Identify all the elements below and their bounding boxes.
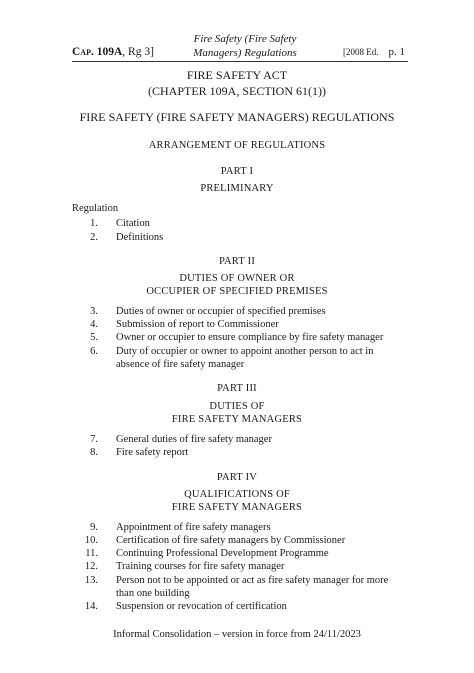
cap-label: Cap. 109A [72, 46, 123, 58]
item-title: Continuing Professional Development Programme [116, 548, 329, 559]
header-rule [72, 61, 408, 62]
consolidation-footer: Informal Consolidation – version in force from 24/11/2023 [113, 629, 361, 640]
item-title: General duties of fire safety manager [116, 434, 272, 445]
item-number: 6. [90, 346, 98, 357]
item-number: 10. [84, 535, 98, 546]
part-1-label: PART I [220, 166, 254, 177]
part-3-title-line-1: DUTIES OF [209, 401, 265, 412]
item-title: Certification of fire safety managers by Commissioner [116, 535, 346, 546]
item-number: 4. [90, 319, 98, 330]
part-3-label: PART III [217, 383, 257, 394]
item-title: Owner or occupier to ensure compliance by fire safety manager [116, 332, 384, 343]
part-1-title: PRELIMINARY [200, 183, 274, 194]
act-chapter-section: (CHAPTER 109A, SECTION 61(1)) [148, 84, 326, 98]
item-title-line-1: Duty of occupier or owner to appoint another person to act in [116, 346, 374, 357]
item-number: 2. [90, 232, 98, 243]
item-title-line-2: absence of fire safety manager [116, 359, 245, 370]
item-title-line-2: than one building [116, 588, 190, 599]
part-4-title-line-1: QUALIFICATIONS OF [184, 489, 290, 500]
item-number: 7. [90, 434, 98, 445]
item-number: 5. [90, 332, 98, 343]
item-title: Fire safety report [116, 447, 189, 458]
act-title: FIRE SAFETY ACT [186, 68, 288, 82]
item-number: 1. [90, 218, 98, 229]
item-number: 14. [84, 601, 98, 612]
edition-label: [2008 Ed. [343, 47, 379, 57]
arrangement-heading: ARRANGEMENT OF REGULATIONS [148, 140, 326, 151]
regulation-column-label: Regulation [72, 203, 119, 214]
item-number: 3. [90, 306, 98, 317]
item-number: 13. [84, 575, 98, 586]
regulations-title: FIRE SAFETY (FIRE SAFETY MANAGERS) REGULATIONS [79, 110, 395, 124]
item-title: Duties of owner or occupier of specified premises [116, 306, 326, 317]
running-title-line-1: Fire Safety (Fire Safety [193, 33, 297, 45]
item-title-line-1: Person not to be appointed or act as fire safety manager for more [116, 575, 389, 586]
reg-label: , Rg 3] [122, 46, 154, 58]
item-title: Citation [116, 218, 150, 229]
part-2-title-line-1: DUTIES OF OWNER OR [179, 273, 295, 284]
part-2-label: PART II [218, 256, 256, 267]
item-number: 8. [90, 447, 98, 458]
part-4-title-line-2: FIRE SAFETY MANAGERS [171, 502, 303, 513]
edition-page [343, 46, 405, 58]
part-2-title-line-2: OCCUPIER OF SPECIFIED PREMISES [146, 286, 328, 297]
page-number: p. 1 [388, 46, 405, 58]
part-3-title-line-2: FIRE SAFETY MANAGERS [171, 414, 303, 425]
item-number: 11. [85, 548, 98, 559]
item-title: Appointment of fire safety managers [116, 522, 271, 533]
running-title [170, 32, 320, 60]
item-number: 9. [90, 522, 98, 533]
running-title-line-2: Managers) Regulations [193, 47, 297, 59]
chapter-reference [72, 46, 154, 58]
item-title: Training courses for fire safety manager [116, 561, 285, 572]
item-title: Definitions [116, 232, 164, 243]
item-number: 12. [84, 561, 98, 572]
item-title: Submission of report to Commissioner [116, 319, 279, 330]
part-4-label: PART IV [216, 472, 258, 483]
item-title: Suspension or revocation of certification [116, 601, 287, 612]
